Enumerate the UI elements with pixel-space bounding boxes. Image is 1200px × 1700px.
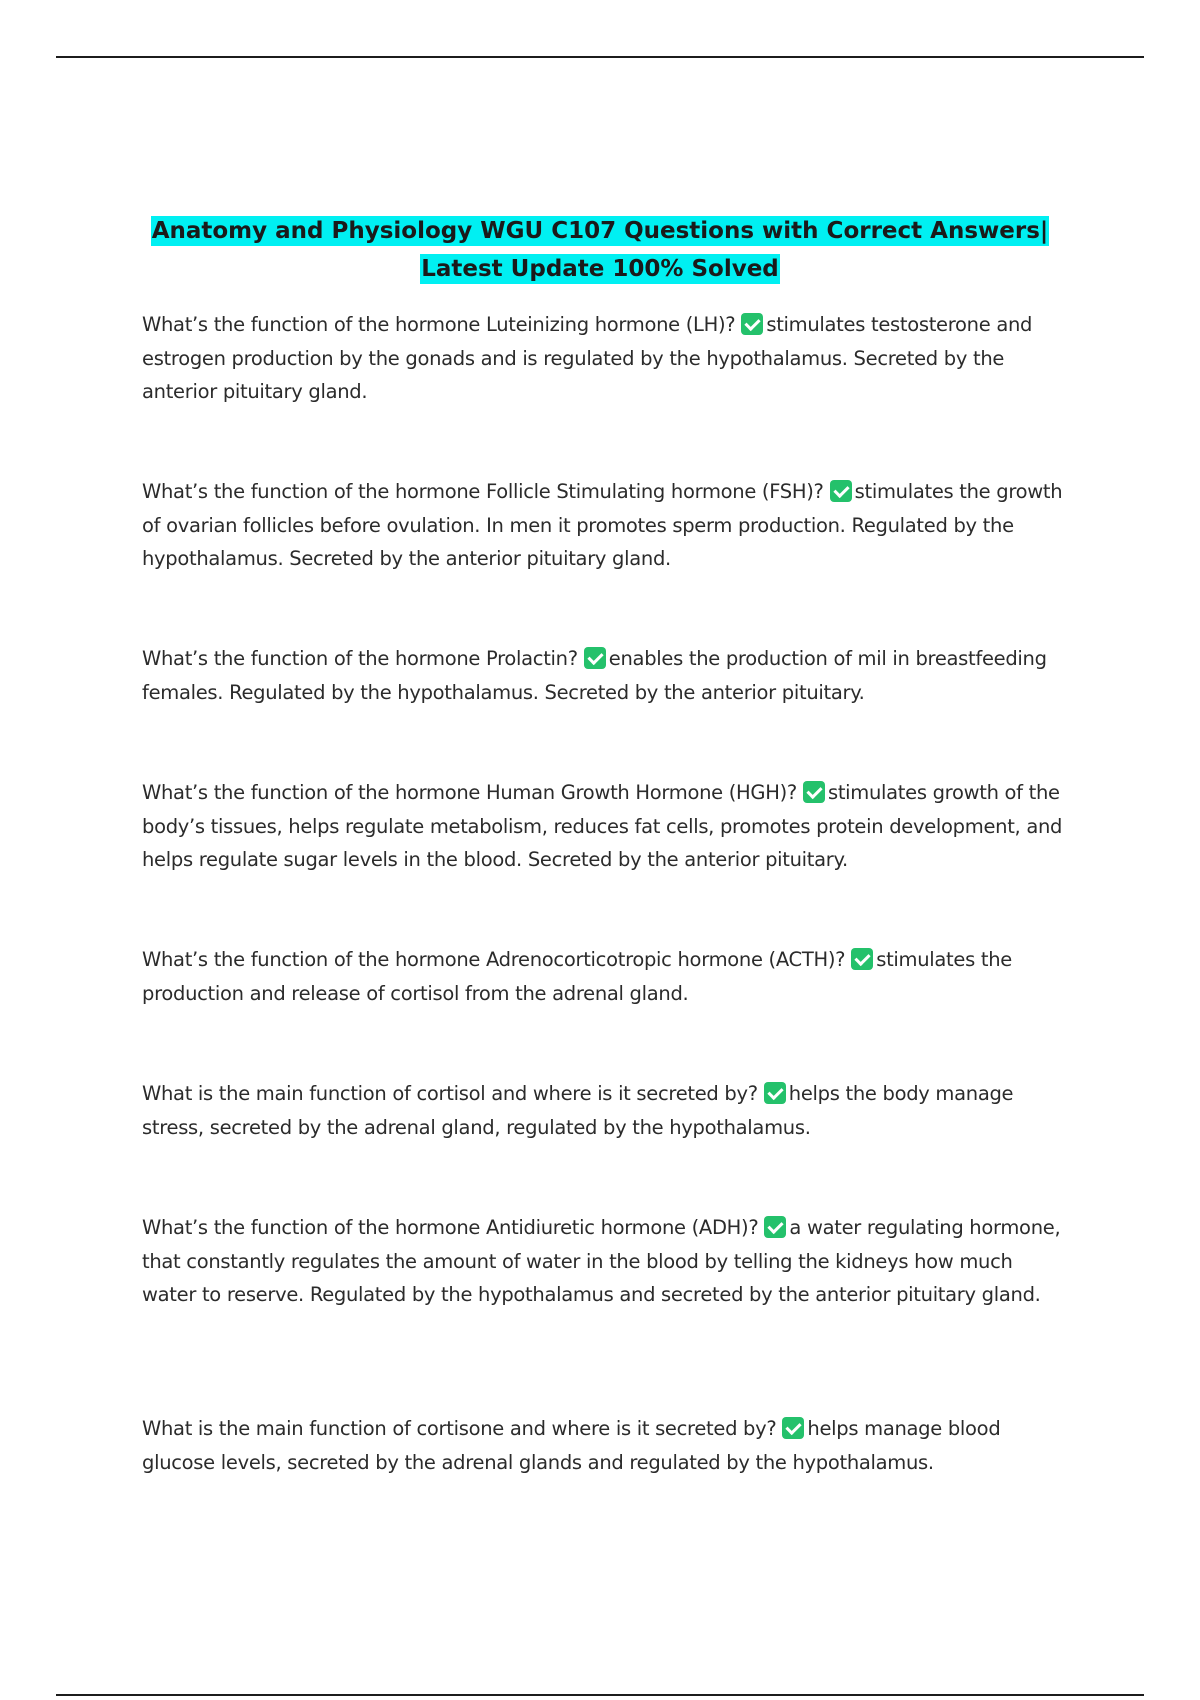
qa-item-acth bbox=[142, 943, 1072, 1010]
qa-item-fsh bbox=[142, 475, 1072, 576]
title-highlight: Anatomy and Physiology WGU C107 Questions with Correct Answers| Latest Update 100% Solved bbox=[151, 218, 1049, 282]
answer-text: stimulates the production and release of cortisol from the adrenal gland. bbox=[142, 948, 1012, 1005]
answer-text: stimulates growth of the body’s tissues, helps regulate metabolism, reduces fat cells, promotes protein development, and helps regulate sugar levels in the blood. Secreted by the anterior pituitary. bbox=[142, 781, 1063, 871]
check-mark-icon bbox=[851, 948, 873, 970]
answer-text: helps manage blood glucose levels, secreted by the adrenal glands and regulated by the hypothalamus. bbox=[142, 1417, 1001, 1474]
check-mark-icon bbox=[830, 480, 852, 502]
qa-item-hgh bbox=[142, 776, 1072, 877]
answer-text: stimulates the growth of ovarian follicles before ovulation. In men it promotes sperm production. Regulated by the hypothalamus. Secreted by the anterior pituitary gland. bbox=[142, 480, 1063, 570]
answer-text: stimulates testosterone and estrogen production by the gonads and is regulated by the hypothalamus. Secreted by the anterior pituitary gland. bbox=[142, 313, 1033, 403]
question-text: What’s the function of the hormone Human Growth Hormone (HGH)? bbox=[142, 781, 797, 804]
qa-item-prolactin bbox=[142, 642, 1072, 709]
header-rule bbox=[56, 56, 1144, 58]
document-title bbox=[150, 212, 1050, 288]
check-mark-icon bbox=[803, 781, 825, 803]
qa-item-adh bbox=[142, 1211, 1072, 1312]
answer-text: enables the production of mil in breastfeeding females. Regulated by the hypothalamus. Secreted by the anterior pituitary. bbox=[142, 647, 1047, 704]
question-text: What’s the function of the hormone Antidiuretic hormone (ADH)? bbox=[142, 1216, 759, 1239]
qa-item-cortisone bbox=[142, 1412, 1072, 1479]
question-text: What’s the function of the hormone Prolactin? bbox=[142, 647, 578, 670]
question-text: What is the main function of cortisone and where is it secreted by? bbox=[142, 1417, 777, 1440]
qa-item-lh bbox=[142, 308, 1072, 409]
answer-text: a water regulating hormone, that constantly regulates the amount of water in the blood by telling the kidneys how much water to reserve. Regulated by the hypothalamus and secreted by the anterior pituitary gland. bbox=[142, 1216, 1061, 1306]
question-text: What’s the function of the hormone Adrenocorticotropic hormone (ACTH)? bbox=[142, 948, 846, 971]
check-mark-icon bbox=[741, 313, 763, 335]
check-mark-icon bbox=[584, 647, 606, 669]
check-mark-icon bbox=[764, 1082, 786, 1104]
question-text: What’s the function of the hormone Luteinizing hormone (LH)? bbox=[142, 313, 736, 336]
question-text: What’s the function of the hormone Follicle Stimulating hormone (FSH)? bbox=[142, 480, 824, 503]
check-mark-icon bbox=[764, 1216, 786, 1238]
question-text: What is the main function of cortisol and where is it secreted by? bbox=[142, 1082, 758, 1105]
qa-item-cortisol bbox=[142, 1077, 1072, 1144]
answer-text: helps the body manage stress, secreted by the adrenal gland, regulated by the hypothalamus. bbox=[142, 1082, 1014, 1139]
footer-rule bbox=[56, 1694, 1144, 1696]
check-mark-icon bbox=[782, 1417, 804, 1439]
